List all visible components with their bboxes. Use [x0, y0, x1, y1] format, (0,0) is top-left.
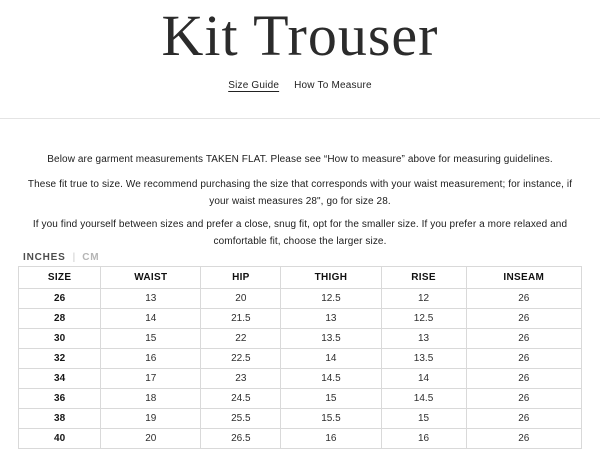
cell-inseam: 26: [466, 409, 581, 429]
page-header: [0, 3, 600, 92]
cell-thigh: 13.5: [281, 329, 381, 349]
cell-size: 28: [19, 309, 101, 329]
table-header-row: [19, 267, 582, 289]
size-guide-page: [0, 3, 600, 474]
cell-waist: 20: [101, 429, 201, 449]
cell-rise: 15: [381, 409, 466, 429]
page-title: Kit Trouser: [161, 3, 439, 68]
table-row: [19, 429, 582, 449]
cell-rise: 12: [381, 289, 466, 309]
cell-size: 34: [19, 369, 101, 389]
column-header-hip: HIP: [201, 267, 281, 289]
cell-thigh: 14: [281, 349, 381, 369]
cell-waist: 13: [101, 289, 201, 309]
cell-thigh: 14.5: [281, 369, 381, 389]
unit-toggle-separator: |: [72, 252, 76, 263]
unit-inches-toggle[interactable]: INCHES: [23, 252, 66, 263]
cell-hip: 21.5: [201, 309, 281, 329]
cell-rise: 14.5: [381, 389, 466, 409]
intro-paragraph-between-sizes: If you find yourself between sizes and prefer a close, snug fit, opt for the smaller size. If you prefer a more relaxed and comfortable fit, choose the larger size.: [32, 219, 568, 247]
column-header-inseam: INSEAM: [466, 267, 581, 289]
table-row: [19, 329, 582, 349]
cell-thigh: 15.5: [281, 409, 381, 429]
cell-hip: 22: [201, 329, 281, 349]
cell-hip: 26.5: [201, 429, 281, 449]
unit-toggle: [18, 252, 582, 263]
cell-rise: 16: [381, 429, 466, 449]
header-divider: [0, 118, 600, 119]
tab-how-to-measure[interactable]: How To Measure: [294, 80, 372, 91]
size-chart-table: [18, 266, 582, 449]
cell-size: 36: [19, 389, 101, 409]
cell-rise: 13: [381, 329, 466, 349]
cell-size: 40: [19, 429, 101, 449]
cell-waist: 15: [101, 329, 201, 349]
table-row: [19, 409, 582, 429]
cell-inseam: 26: [466, 389, 581, 409]
tab-size-guide[interactable]: Size Guide: [228, 80, 280, 91]
table-row: [19, 389, 582, 409]
unit-cm-toggle[interactable]: CM: [82, 252, 100, 263]
table-row: [19, 309, 582, 329]
cell-waist: 19: [101, 409, 201, 429]
cell-inseam: 26: [466, 329, 581, 349]
cell-hip: 22.5: [201, 349, 281, 369]
cell-waist: 14: [101, 309, 201, 329]
cell-thigh: 15: [281, 389, 381, 409]
cell-rise: 14: [381, 369, 466, 389]
cell-inseam: 26: [466, 289, 581, 309]
cell-thigh: 16: [281, 429, 381, 449]
cell-waist: 18: [101, 389, 201, 409]
cell-hip: 20: [201, 289, 281, 309]
table-row: [19, 349, 582, 369]
cell-thigh: 12.5: [281, 289, 381, 309]
cell-inseam: 26: [466, 429, 581, 449]
cell-hip: 25.5: [201, 409, 281, 429]
table-row: [19, 289, 582, 309]
cell-size: 30: [19, 329, 101, 349]
cell-waist: 16: [101, 349, 201, 369]
column-header-rise: RISE: [381, 267, 466, 289]
column-header-thigh: THIGH: [281, 267, 381, 289]
size-guide-content: [0, 151, 600, 449]
cell-inseam: 26: [466, 369, 581, 389]
cell-size: 26: [19, 289, 101, 309]
table-row: [19, 369, 582, 389]
cell-hip: 23: [201, 369, 281, 389]
column-header-waist: WAIST: [101, 267, 201, 289]
intro-paragraph-true-to-size: These fit true to size. We recommend purchasing the size that corresponds with your waist measurement; for instance, if your waist measures 28", go for size 28.: [27, 179, 573, 207]
cell-inseam: 26: [466, 349, 581, 369]
cell-hip: 24.5: [201, 389, 281, 409]
cell-rise: 13.5: [381, 349, 466, 369]
intro-paragraph-measurements: Below are garment measurements TAKEN FLAT. Please see “How to measure” above for measuring guidelines.: [47, 154, 553, 165]
cell-rise: 12.5: [381, 309, 466, 329]
cell-thigh: 13: [281, 309, 381, 329]
cell-size: 32: [19, 349, 101, 369]
cell-waist: 17: [101, 369, 201, 389]
cell-inseam: 26: [466, 309, 581, 329]
tab-bar: [0, 79, 600, 92]
cell-size: 38: [19, 409, 101, 429]
column-header-size: SIZE: [19, 267, 101, 289]
